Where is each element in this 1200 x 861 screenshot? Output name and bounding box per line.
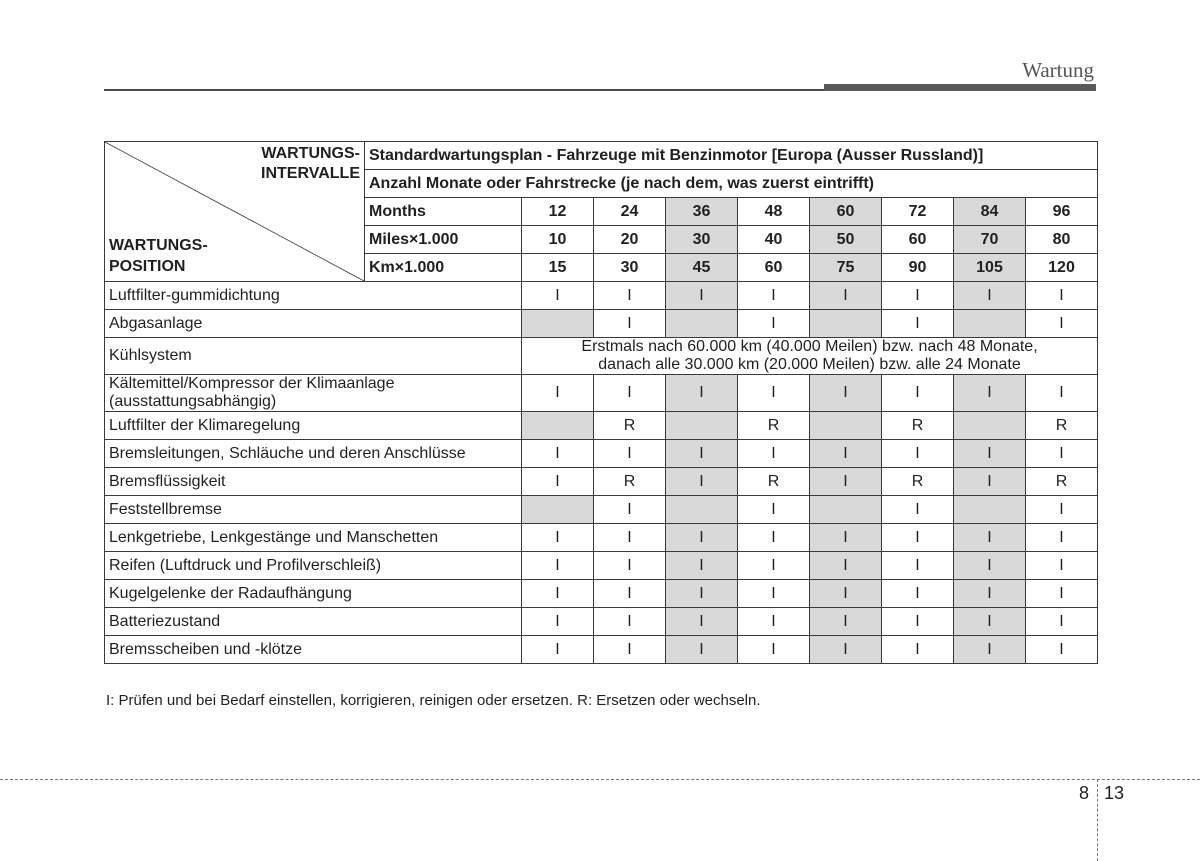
item-cell: R bbox=[882, 468, 954, 496]
interval-value: 50 bbox=[810, 226, 882, 254]
interval-label: Km×1.000 bbox=[365, 254, 522, 282]
maintenance-item-row bbox=[105, 524, 1098, 552]
interval-value: 120 bbox=[1026, 254, 1098, 282]
maintenance-item-row bbox=[105, 310, 1098, 338]
item-cell: I bbox=[522, 468, 594, 496]
item-cell: I bbox=[738, 636, 810, 664]
item-cell: I bbox=[522, 375, 594, 412]
item-cell: I bbox=[594, 636, 666, 664]
item-cell: I bbox=[882, 375, 954, 412]
item-cell bbox=[666, 412, 738, 440]
item-cell: I bbox=[666, 580, 738, 608]
item-cell: I bbox=[810, 440, 882, 468]
item-cell: I bbox=[882, 310, 954, 338]
item-cell: I bbox=[594, 440, 666, 468]
item-cell: I bbox=[1026, 636, 1098, 664]
chapter-number: 8 bbox=[1079, 783, 1090, 803]
interval-value: 40 bbox=[738, 226, 810, 254]
item-cell: I bbox=[738, 580, 810, 608]
item-cell: I bbox=[594, 496, 666, 524]
item-cell: I bbox=[810, 524, 882, 552]
item-cell: I bbox=[738, 310, 810, 338]
header-rule bbox=[104, 89, 824, 91]
item-cell: I bbox=[882, 440, 954, 468]
section-title: Wartung bbox=[1022, 58, 1094, 82]
item-cell: I bbox=[882, 636, 954, 664]
interval-value: 70 bbox=[954, 226, 1026, 254]
item-cell: I bbox=[810, 552, 882, 580]
item-cell: I bbox=[738, 552, 810, 580]
item-cell: I bbox=[738, 608, 810, 636]
item-cell: I bbox=[666, 636, 738, 664]
item-cell: I bbox=[666, 552, 738, 580]
maintenance-item-row bbox=[105, 580, 1098, 608]
item-cell: I bbox=[738, 282, 810, 310]
item-cell bbox=[954, 496, 1026, 524]
item-cell: I bbox=[1026, 282, 1098, 310]
item-cell: R bbox=[738, 468, 810, 496]
maintenance-item-row bbox=[105, 552, 1098, 580]
interval-header-label: WARTUNGS- INTERVALLE bbox=[261, 145, 360, 182]
item-name: Bremsleitungen, Schläuche und deren Anschlüsse bbox=[105, 440, 522, 468]
maintenance-item-row bbox=[105, 468, 1098, 496]
maintenance-schedule-table bbox=[104, 141, 1098, 664]
item-cell: I bbox=[954, 282, 1026, 310]
item-cell: I bbox=[522, 282, 594, 310]
item-name: Kugelgelenke der Radaufhängung bbox=[105, 580, 522, 608]
interval-value: 75 bbox=[810, 254, 882, 282]
item-cell: R bbox=[1026, 468, 1098, 496]
item-cell: I bbox=[666, 524, 738, 552]
interval-value: 96 bbox=[1026, 198, 1098, 226]
interval-value: 36 bbox=[666, 198, 738, 226]
item-cell bbox=[666, 310, 738, 338]
item-cell: I bbox=[1026, 310, 1098, 338]
interval-value: 30 bbox=[666, 226, 738, 254]
item-cell bbox=[522, 412, 594, 440]
item-cell: I bbox=[522, 524, 594, 552]
position-header-label: WARTUNGS- POSITION bbox=[109, 237, 208, 275]
item-cell: I bbox=[954, 375, 1026, 412]
item-cell: I bbox=[594, 608, 666, 636]
interval-label: Miles×1.000 bbox=[365, 226, 522, 254]
item-cell: I bbox=[738, 375, 810, 412]
maintenance-item-row bbox=[105, 496, 1098, 524]
item-cell: I bbox=[522, 580, 594, 608]
diagonal-header-cell bbox=[105, 142, 365, 282]
item-name: Abgasanlage bbox=[105, 310, 522, 338]
item-cell bbox=[810, 310, 882, 338]
item-cell: I bbox=[738, 440, 810, 468]
item-name: Lenkgetriebe, Lenkgestänge und Manschetten bbox=[105, 524, 522, 552]
item-cell: I bbox=[594, 282, 666, 310]
item-cell: I bbox=[954, 608, 1026, 636]
item-cell: I bbox=[594, 580, 666, 608]
item-cell: I bbox=[1026, 580, 1098, 608]
item-cell: I bbox=[522, 636, 594, 664]
item-cell: I bbox=[522, 552, 594, 580]
item-cell: I bbox=[1026, 375, 1098, 412]
interval-value: 72 bbox=[882, 198, 954, 226]
interval-value: 12 bbox=[522, 198, 594, 226]
item-name: Luftfilter-gummidichtung bbox=[105, 282, 522, 310]
item-cell: I bbox=[810, 468, 882, 496]
item-cell: I bbox=[594, 375, 666, 412]
maintenance-item-row bbox=[105, 440, 1098, 468]
item-cell: I bbox=[1026, 524, 1098, 552]
item-cell: I bbox=[666, 282, 738, 310]
item-cell bbox=[810, 412, 882, 440]
item-cell: I bbox=[954, 636, 1026, 664]
item-cell: I bbox=[810, 580, 882, 608]
item-cell bbox=[954, 310, 1026, 338]
item-cell: I bbox=[882, 496, 954, 524]
item-cell: I bbox=[954, 524, 1026, 552]
item-cell: I bbox=[882, 282, 954, 310]
item-cell: I bbox=[1026, 440, 1098, 468]
item-cell bbox=[954, 412, 1026, 440]
item-cell: I bbox=[1026, 608, 1098, 636]
interval-value: 60 bbox=[810, 198, 882, 226]
item-cell: I bbox=[882, 608, 954, 636]
interval-value: 80 bbox=[1026, 226, 1098, 254]
item-cell: R bbox=[738, 412, 810, 440]
item-cell: I bbox=[666, 468, 738, 496]
item-name: Luftfilter der Klimaregelung bbox=[105, 412, 522, 440]
item-cell bbox=[666, 496, 738, 524]
interval-value: 30 bbox=[594, 254, 666, 282]
schedule-title: Standardwartungsplan - Fahrzeuge mit Benzinmotor [Europa (Ausser Russland)] bbox=[365, 142, 1098, 170]
item-cell: I bbox=[738, 496, 810, 524]
item-name: Bremsflüssigkeit bbox=[105, 468, 522, 496]
interval-value: 48 bbox=[738, 198, 810, 226]
item-cell: I bbox=[522, 440, 594, 468]
item-cell: I bbox=[810, 608, 882, 636]
item-cell: I bbox=[1026, 552, 1098, 580]
schedule-subtitle: Anzahl Monate oder Fahrstrecke (je nach dem, was zuerst eintrifft) bbox=[365, 170, 1098, 198]
item-name: Feststellbremse bbox=[105, 496, 522, 524]
item-cell: I bbox=[666, 375, 738, 412]
item-cell: I bbox=[882, 524, 954, 552]
legend: I: Prüfen und bei Bedarf einstellen, korrigieren, reinigen oder ersetzen. R: Ersetzen oder wechseln. bbox=[106, 692, 761, 709]
item-cell: I bbox=[522, 608, 594, 636]
item-name: Kühlsystem bbox=[105, 338, 522, 375]
item-cell: I bbox=[594, 552, 666, 580]
item-cell: I bbox=[1026, 496, 1098, 524]
item-note: Erstmals nach 60.000 km (40.000 Meilen) bzw. nach 48 Monate, danach alle 30.000 km (20.000 Meilen) bzw. alle 24 Monate bbox=[522, 338, 1098, 375]
maintenance-item-row bbox=[105, 282, 1098, 310]
interval-value: 20 bbox=[594, 226, 666, 254]
maintenance-item-row bbox=[105, 375, 1098, 412]
item-cell bbox=[810, 496, 882, 524]
item-cell: I bbox=[810, 636, 882, 664]
interval-value: 60 bbox=[882, 226, 954, 254]
interval-label: Months bbox=[365, 198, 522, 226]
item-cell bbox=[522, 496, 594, 524]
item-cell: I bbox=[594, 310, 666, 338]
item-cell: I bbox=[954, 580, 1026, 608]
header-rule-accent bbox=[824, 84, 1096, 91]
item-cell bbox=[522, 310, 594, 338]
maintenance-item-row bbox=[105, 338, 1098, 375]
interval-value: 84 bbox=[954, 198, 1026, 226]
footer-dashed-line bbox=[0, 779, 1200, 780]
page-number: 13 bbox=[1104, 783, 1125, 803]
interval-value: 15 bbox=[522, 254, 594, 282]
item-cell: I bbox=[954, 440, 1026, 468]
item-cell: I bbox=[666, 440, 738, 468]
item-cell: R bbox=[1026, 412, 1098, 440]
maintenance-item-row bbox=[105, 636, 1098, 664]
item-name: Reifen (Luftdruck und Profilverschleiß) bbox=[105, 552, 522, 580]
item-cell: R bbox=[594, 468, 666, 496]
item-cell: I bbox=[954, 468, 1026, 496]
header-row bbox=[105, 142, 1098, 170]
item-cell: I bbox=[594, 524, 666, 552]
item-name: Batteriezustand bbox=[105, 608, 522, 636]
item-cell: I bbox=[738, 524, 810, 552]
maintenance-item-row bbox=[105, 608, 1098, 636]
item-name: Bremsscheiben und -klötze bbox=[105, 636, 522, 664]
item-cell: I bbox=[810, 282, 882, 310]
item-cell: R bbox=[594, 412, 666, 440]
interval-value: 90 bbox=[882, 254, 954, 282]
item-cell: I bbox=[882, 552, 954, 580]
maintenance-item-row bbox=[105, 412, 1098, 440]
interval-value: 45 bbox=[666, 254, 738, 282]
item-cell: R bbox=[882, 412, 954, 440]
interval-value: 105 bbox=[954, 254, 1026, 282]
item-name: Kältemittel/Kompressor der Klimaanlage (ausstattungsabhängig) bbox=[105, 375, 522, 412]
footer-dashed-divider bbox=[1097, 779, 1098, 861]
interval-value: 10 bbox=[522, 226, 594, 254]
item-cell: I bbox=[954, 552, 1026, 580]
interval-value: 24 bbox=[594, 198, 666, 226]
item-cell: I bbox=[882, 580, 954, 608]
item-cell: I bbox=[810, 375, 882, 412]
item-cell: I bbox=[666, 608, 738, 636]
interval-value: 60 bbox=[738, 254, 810, 282]
